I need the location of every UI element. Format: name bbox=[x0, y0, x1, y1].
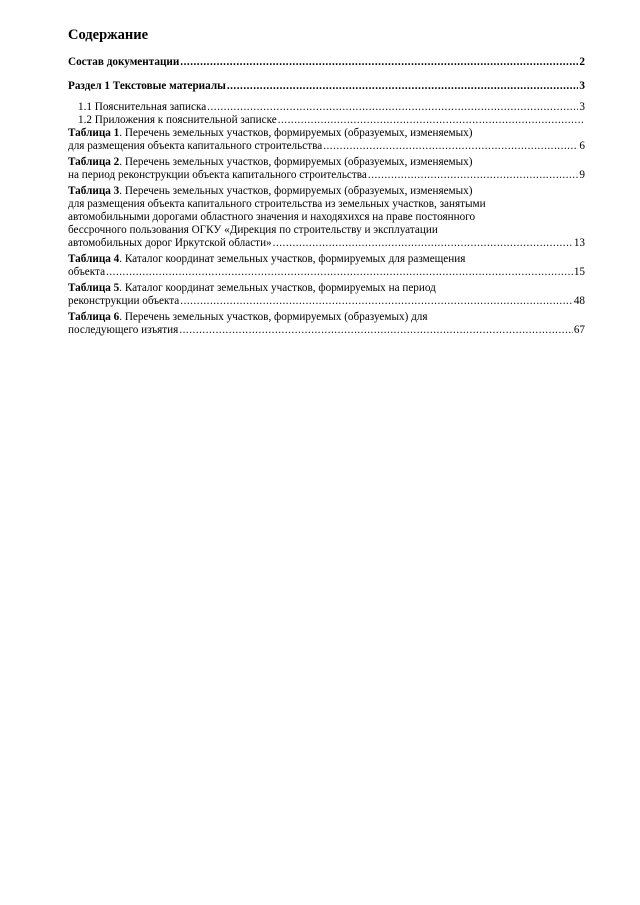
toc-page-number: 13 bbox=[573, 237, 585, 249]
toc-page-number: 48 bbox=[573, 295, 585, 307]
toc-entry-text: для размещения объекта капитального строительства bbox=[68, 140, 323, 152]
toc-entry-text: бессрочного пользования ОГКУ «Дирекция по строительству и эксплуатации bbox=[68, 224, 438, 236]
toc-page-number: 2 bbox=[579, 56, 585, 68]
toc-leader-dots bbox=[180, 295, 573, 308]
toc-entry-text: последующего изъятия bbox=[68, 324, 179, 336]
toc-entry-text: . Перечень земельных участков, формируемых (образуемых) для bbox=[119, 311, 428, 323]
table-label: Таблица 2 bbox=[68, 156, 120, 168]
toc-entry-text: объекта bbox=[68, 266, 106, 278]
toc-entry-table-4[interactable] bbox=[68, 253, 585, 266]
toc-entry-section-1[interactable] bbox=[68, 80, 585, 93]
toc-entry-text: реконструкции объекта bbox=[68, 295, 180, 307]
toc-entry-table-1[interactable] bbox=[68, 127, 585, 140]
toc-entry-table-5-cont[interactable] bbox=[68, 295, 585, 308]
toc-entry-text: . Каталог координат земельных участков, формируемых на период bbox=[119, 282, 436, 294]
toc-entry-table-2-cont[interactable] bbox=[68, 169, 585, 182]
toc-leader-dots bbox=[273, 237, 573, 250]
toc-page-number: 3 bbox=[579, 101, 585, 113]
toc-entry-text: на период реконструкции объекта капитального строительства bbox=[68, 169, 367, 181]
toc-entry-text: . Перечень земельных участков, формируемых (образуемых, изменяемых) bbox=[119, 156, 473, 168]
table-label: Таблица 1 bbox=[68, 127, 120, 139]
table-label: Таблица 5 bbox=[68, 282, 120, 294]
table-label: Таблица 4 bbox=[68, 253, 120, 265]
toc-leader-dots bbox=[278, 114, 584, 127]
toc-entry-table-3-cont[interactable] bbox=[68, 211, 585, 224]
toc-entry-text: для размещения объекта капитального строительства из земельных участков, занятыми bbox=[68, 198, 486, 210]
toc-leader-dots bbox=[323, 140, 578, 153]
toc-leader-dots bbox=[106, 266, 573, 279]
toc-entry-text: 1.2 Приложения к пояснительной записке bbox=[78, 114, 277, 126]
toc-entry-table-6[interactable] bbox=[68, 311, 585, 324]
toc-entry-table-3[interactable] bbox=[68, 185, 585, 198]
toc-entry-table-2[interactable] bbox=[68, 156, 585, 169]
toc-leader-dots bbox=[179, 324, 572, 337]
page-title: Содержание bbox=[68, 27, 149, 43]
toc-entry-table-3-cont[interactable] bbox=[68, 237, 585, 250]
toc-entry-text: . Перечень земельных участков, формируемых (образуемых, изменяемых) bbox=[119, 127, 473, 139]
toc-entry-table-6-cont[interactable] bbox=[68, 324, 585, 337]
toc-entry-1-2[interactable] bbox=[78, 114, 585, 127]
toc-entry-text: Состав документации bbox=[68, 56, 180, 68]
toc-entry-text: . Перечень земельных участков, формируемых (образуемых, изменяемых) bbox=[119, 185, 473, 197]
toc-page-number: 67 bbox=[573, 324, 585, 336]
toc-entry-text: автомобильными дорогами областного значения и находяхихся на праве постоянного bbox=[68, 211, 476, 223]
toc-leader-dots bbox=[207, 101, 578, 114]
table-label: Таблица 6 bbox=[68, 311, 120, 323]
toc-leader-dots bbox=[180, 56, 578, 69]
toc-entry-text: 1.1 Пояснительная записка bbox=[78, 101, 207, 113]
toc-entry-table-3-cont[interactable] bbox=[68, 224, 585, 237]
toc-entry-text: автомобильных дорог Иркутской области» bbox=[68, 237, 272, 249]
toc-leader-dots bbox=[368, 169, 579, 182]
toc-entry-table-4-cont[interactable] bbox=[68, 266, 585, 279]
toc-entry-table-1-cont[interactable] bbox=[68, 140, 585, 153]
toc-entry-table-3-cont[interactable] bbox=[68, 198, 585, 211]
toc-entry-table-5[interactable] bbox=[68, 282, 585, 295]
toc-entry-text: . Каталог координат земельных участков, формируемых для размещения bbox=[119, 253, 466, 265]
toc-page-number: 6 bbox=[579, 140, 585, 152]
toc-page-number: 3 bbox=[579, 80, 585, 92]
toc-entry-text: Раздел 1 Текстовые материалы bbox=[68, 80, 226, 92]
toc-leader-dots bbox=[227, 80, 579, 93]
toc-entry-1-1[interactable] bbox=[78, 101, 585, 114]
table-label: Таблица 3 bbox=[68, 185, 120, 197]
toc-page-number: 9 bbox=[579, 169, 585, 181]
toc-page-number: 15 bbox=[573, 266, 585, 278]
toc-entry-composition[interactable] bbox=[68, 56, 585, 69]
